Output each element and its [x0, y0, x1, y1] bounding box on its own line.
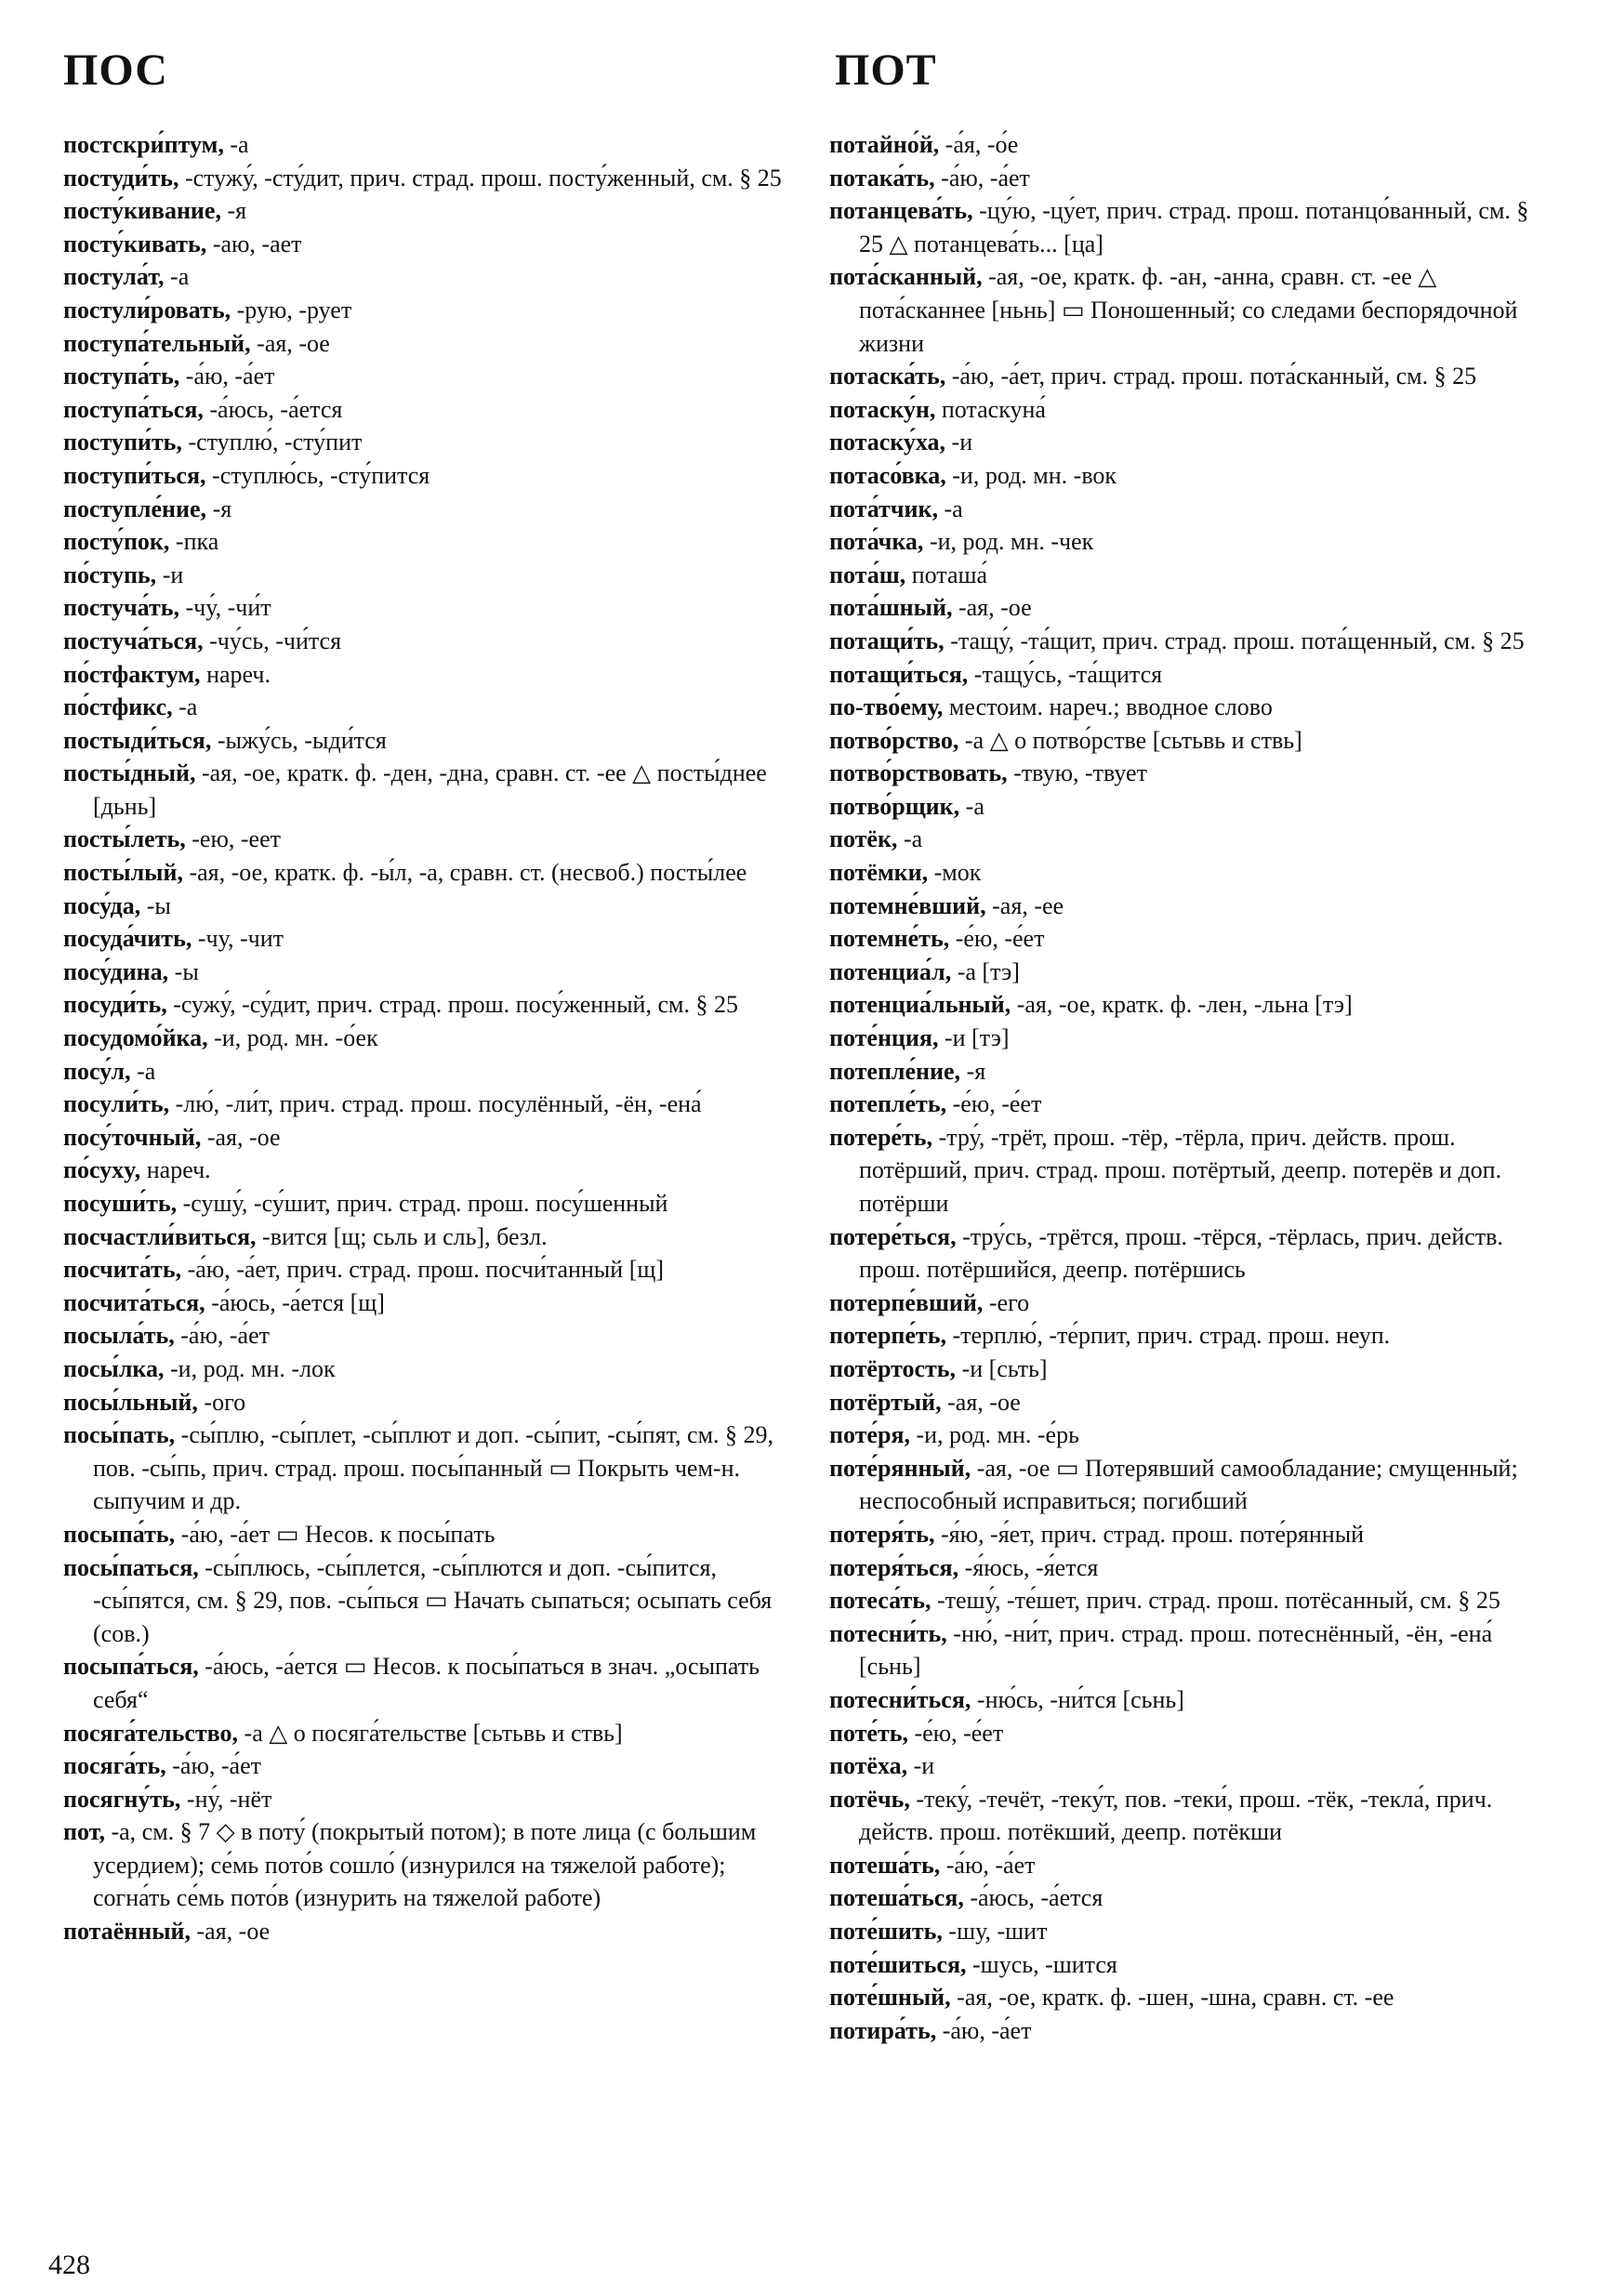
- entry-headword: постуча́ть,: [63, 594, 179, 622]
- entry-headword: потёк,: [829, 825, 898, 853]
- entry-headword: посы́лка,: [63, 1354, 165, 1382]
- dictionary-entry: [829, 128, 1556, 162]
- page-header-left: ПОС: [63, 46, 168, 95]
- dictionary-entry: [829, 1518, 1556, 1551]
- entry-headword: потесни́ть,: [829, 1619, 947, 1647]
- entry-body: -а: [223, 131, 249, 158]
- entry-headword: потащи́ть,: [829, 627, 945, 654]
- dictionary-entry: [63, 988, 790, 1022]
- left-column: [63, 128, 790, 1948]
- entry-body: -а́ю, -а́ет: [179, 363, 275, 390]
- entry-headword: поступи́ться,: [63, 461, 206, 489]
- dictionary-entry: [63, 1055, 790, 1089]
- entry-headword: посы́паться,: [63, 1553, 199, 1581]
- entry-body: -а́юсь, -а́ется [щ]: [205, 1288, 385, 1316]
- entry-body: -ступлю́, -сту́пит: [181, 429, 363, 456]
- entry-body: нареч.: [200, 660, 271, 688]
- entry-headword: постскри́птум,: [63, 131, 224, 158]
- dictionary-entry: [829, 1617, 1556, 1683]
- entry-headword: по́сухy,: [63, 1156, 141, 1184]
- dictionary-entry: [829, 1783, 1556, 1849]
- dictionary-entry: [829, 1849, 1556, 1882]
- dictionary-entry: [63, 691, 790, 724]
- entry-headword: посыпа́ть,: [63, 1520, 176, 1548]
- entry-body: -сы́плюсь, -сы́плется, -сы́плются и доп. -сы́пится, -сы́пятся, см. § 29, пов. -сы́пься ▭ Начать сыпаться; осыпать себя (сов.): [93, 1553, 773, 1647]
- right-column: [829, 128, 1556, 2047]
- entry-headword: потенциа́льный,: [829, 991, 1011, 1019]
- entry-body: -а́ю, -а́ет: [165, 1752, 261, 1780]
- entry-body: -а́ю, -а́ет: [936, 2016, 1032, 2044]
- entry-headword: поступа́ться,: [63, 395, 204, 423]
- dictionary-entry: [829, 1055, 1556, 1089]
- dictionary-entry: [63, 426, 790, 459]
- entry-body: -ая, -ое, кратк. ф. -ан, -анна, сравн. ст. -ее △ пота́сканнее [ньнь] ▭ Поношенный; со следами беспорядочной жизни: [859, 263, 1518, 357]
- entry-body: -шусь, -шится: [966, 1950, 1117, 1978]
- entry-body: -а: [937, 495, 963, 522]
- entry-headword: потасо́вка,: [829, 461, 946, 489]
- entry-body: местоим. нареч.; вводное слово: [943, 693, 1273, 721]
- entry-headword: по́ступь,: [63, 561, 157, 588]
- entry-body: -а́я, -о́е: [939, 131, 1019, 158]
- entry-body: -тру́, -трёт, прош. -тёр, -тёрла, прич. действ. прош. потёрший, прич. страд. прош. потёртый, деепр. потерёв и доп. потёрши: [859, 1123, 1502, 1217]
- entry-headword: посты́лый,: [63, 859, 183, 887]
- entry-body: -ая, -ое: [941, 1388, 1021, 1416]
- entry-headword: потеря́ть,: [829, 1520, 935, 1548]
- entry-headword: посу́да,: [63, 891, 141, 919]
- dictionary-entry: [829, 1881, 1556, 1915]
- entry-body: -тру́сь, -трётся, прош. -тёрся, -тёрлась, прич. действ. прош. потёршийся, деепр. потёршись: [859, 1222, 1503, 1284]
- entry-headword: потайно́й,: [829, 131, 940, 158]
- entry-headword: посули́ть,: [63, 1090, 170, 1118]
- entry-headword: потира́ть,: [829, 2016, 937, 2044]
- entry-headword: потеря́ться,: [829, 1553, 959, 1581]
- dictionary-entry: [829, 162, 1556, 195]
- entry-headword: по-тво́ему,: [829, 693, 944, 721]
- entry-body: -тащу́, -та́щит, прич. страд. прош. пота́щенный, см. § 25: [944, 627, 1525, 654]
- entry-body: -а́юсь, -а́ется: [203, 395, 343, 423]
- entry-headword: потво́рствовать,: [829, 759, 1008, 787]
- dictionary-entry: [829, 1221, 1556, 1287]
- dictionary-entry: [63, 1815, 790, 1915]
- entry-headword: потесни́ться,: [829, 1685, 971, 1713]
- entry-headword: посту́кивать,: [63, 230, 207, 257]
- entry-body: -и [сьть]: [956, 1354, 1048, 1382]
- entry-headword: поте́ть,: [829, 1719, 908, 1747]
- dictionary-entry: [63, 128, 790, 162]
- entry-body: -а: [959, 792, 985, 820]
- entry-body: -ею, -еет: [185, 825, 281, 853]
- entry-body: -а: [172, 693, 198, 721]
- dictionary-entry: [63, 1419, 790, 1518]
- dictionary-entry: [829, 988, 1556, 1022]
- entry-body: -е́ю, -е́ет: [949, 925, 1045, 953]
- dictionary-entry: [63, 294, 790, 327]
- entry-body: -рую, -рует: [231, 296, 352, 323]
- dictionary-entry: [63, 1386, 790, 1419]
- entry-body: -а́ю, -а́ет: [934, 164, 1030, 191]
- entry-body: -и, род. мн. -чек: [923, 528, 1094, 556]
- dictionary-entry: [829, 559, 1556, 592]
- entry-headword: поступа́ть,: [63, 363, 180, 390]
- dictionary-entry: [63, 1253, 790, 1287]
- entry-body: -е́ю, -е́ет: [946, 1090, 1042, 1118]
- entry-body: -лю́, -ли́т, прич. страд. прош. посулённый, -ён, -ена́: [169, 1090, 702, 1118]
- dictionary-entry: [63, 1650, 790, 1716]
- dictionary-entry: [63, 956, 790, 989]
- dictionary-entry: [63, 1353, 790, 1386]
- entry-body: -ая, -ое: [250, 329, 330, 357]
- dictionary-entry: [63, 757, 790, 823]
- dictionary-entry: [63, 1783, 790, 1816]
- dictionary-entry: [829, 525, 1556, 559]
- entry-body: -и, род. мн. -лок: [164, 1354, 336, 1382]
- entry-headword: посыпа́ться,: [63, 1653, 199, 1681]
- entry-headword: посту́кивание,: [63, 197, 221, 225]
- entry-headword: посту́пок,: [63, 528, 170, 556]
- entry-headword: потерпе́вший,: [829, 1288, 984, 1316]
- dictionary-entry: [63, 922, 790, 956]
- entry-body: -чу́сь, -чи́тся: [203, 627, 342, 654]
- entry-headword: потаска́ть,: [829, 363, 946, 390]
- dictionary-entry: [63, 525, 790, 559]
- entry-headword: по́стфикс,: [63, 693, 173, 721]
- entry-body: -пка: [169, 528, 219, 556]
- entry-headword: потащи́ться,: [829, 660, 969, 688]
- entry-headword: потво́рщик,: [829, 792, 960, 820]
- dictionary-entry: [63, 1088, 790, 1121]
- entry-headword: посу́точный,: [63, 1123, 202, 1151]
- entry-headword: постуди́ть,: [63, 164, 179, 191]
- entry-body: -ая, -ое: [191, 1918, 271, 1946]
- dictionary-entry: [829, 856, 1556, 890]
- dictionary-entry: [829, 1452, 1556, 1518]
- dictionary-entry: [63, 1187, 790, 1221]
- dictionary-entry: [63, 1915, 790, 1948]
- entry-headword: потаённый,: [63, 1918, 192, 1946]
- entry-body: -а: [897, 825, 923, 853]
- entry-body: -мок: [928, 859, 982, 887]
- entry-headword: потенциа́л,: [829, 957, 952, 985]
- dictionary-entry: [63, 194, 790, 228]
- entry-headword: постыди́ться,: [63, 726, 212, 754]
- dictionary-entry: [63, 1022, 790, 1055]
- entry-headword: пота́ш,: [829, 561, 906, 588]
- entry-headword: поте́шный,: [829, 1984, 951, 2012]
- entry-body: -а́ю, -а́ет ▭ Несов. к посы́пать: [175, 1520, 496, 1548]
- entry-body: -и: [945, 429, 973, 456]
- entry-headword: посяга́ть,: [63, 1752, 166, 1780]
- entry-body: -и, род. мн. -вок: [945, 461, 1117, 489]
- entry-headword: посы́льный,: [63, 1388, 198, 1416]
- entry-headword: потеса́ть,: [829, 1587, 932, 1615]
- dictionary-entry: [829, 823, 1556, 856]
- dictionary-entry: [829, 1948, 1556, 1982]
- dictionary-entry: [829, 360, 1556, 393]
- entry-headword: посы́пать,: [63, 1421, 176, 1449]
- dictionary-entry: [63, 1749, 790, 1783]
- entry-body: -ы: [168, 957, 199, 985]
- entry-body: -стужу́, -сту́дит, прич. страд. прош. посту́женный, см. § 25: [178, 164, 782, 191]
- entry-body: -ого: [197, 1388, 246, 1416]
- entry-headword: потемне́вший,: [829, 891, 986, 919]
- dictionary-entry: [63, 260, 790, 294]
- entry-body: -вится [щ; сьль и сль], безл.: [256, 1222, 548, 1250]
- dictionary-entry: [829, 591, 1556, 625]
- entry-headword: потёха,: [829, 1752, 908, 1780]
- dictionary-entry: [63, 1551, 790, 1651]
- entry-body: -ая, -ее: [985, 891, 1064, 919]
- entry-headword: потёртость,: [829, 1354, 957, 1382]
- dictionary-entry: [63, 393, 790, 427]
- entry-body: -ню́, -ни́т, прич. страд. прош. потеснённый, -ён, -ена́ [сьнь]: [859, 1619, 1493, 1681]
- entry-body: -ая, -ое ▭ Потерявший самообладание; смущенный; неспособный исправиться; погибший: [859, 1454, 1518, 1515]
- dictionary-entry: [63, 559, 790, 592]
- dictionary-entry: [829, 1319, 1556, 1353]
- dictionary-entry: [829, 393, 1556, 427]
- dictionary-entry: [829, 1683, 1556, 1717]
- entry-headword: потака́ть,: [829, 164, 935, 191]
- entry-headword: посчастли́виться,: [63, 1222, 257, 1250]
- dictionary-entry: [829, 757, 1556, 790]
- entry-headword: посыла́ть,: [63, 1322, 175, 1350]
- entry-headword: потеша́ть,: [829, 1851, 941, 1879]
- entry-body: -а́ю, -а́ет: [940, 1851, 1036, 1879]
- dictionary-entry: [63, 1221, 790, 1254]
- entry-body: -ступлю́сь, -сту́пится: [205, 461, 430, 489]
- entry-body: -а́ю, -а́ет, прич. страд. прош. посчи́танный [щ]: [181, 1256, 665, 1284]
- entry-body: -а, см. § 7 ◇ в поту́ (покрытый потом); в поте лица (с большим усердием); се́мь пото́в сошло́ (изнурился на тяжелой работе); согна́ть се́мь пото́в (изнурить на тяжелой работе): [93, 1818, 757, 1912]
- dictionary-entry: [63, 823, 790, 856]
- entry-body: -я: [220, 197, 247, 225]
- entry-headword: поступле́ние,: [63, 495, 207, 522]
- dictionary-entry: [829, 1717, 1556, 1750]
- dictionary-entry: [63, 591, 790, 625]
- entry-headword: поте́шиться,: [829, 1950, 967, 1978]
- dictionary-entry: [63, 459, 790, 493]
- entry-body: -ну́, -нёт: [180, 1785, 272, 1813]
- entry-headword: потепле́ние,: [829, 1057, 961, 1085]
- entry-body: -и, род. мн. -о́ек: [207, 1024, 378, 1052]
- dictionary-entry: [829, 1551, 1556, 1585]
- entry-body: -я: [206, 495, 232, 522]
- entry-body: -я́юсь, -я́ется: [958, 1553, 1099, 1581]
- dictionary-entry: [829, 1121, 1556, 1221]
- dictionary-entry: [63, 856, 790, 890]
- entry-body: -сы́плю, -сы́плет, -сы́плют и доп. -сы́пит, -сы́пят, см. § 29, пов. -сы́пь, прич. страд. прош. посы́панный ▭ Покрыть чем-н. сыпучим и др.: [93, 1421, 774, 1515]
- entry-body: -а́юсь, -а́ется: [963, 1884, 1103, 1912]
- entry-body: -ню́сь, -ни́тся [сьнь]: [971, 1685, 1184, 1713]
- entry-body: -и [тэ]: [938, 1024, 1010, 1052]
- entry-headword: по́стфактум,: [63, 660, 201, 688]
- entry-headword: потаску́н,: [829, 395, 936, 423]
- entry-headword: потёмки,: [829, 859, 929, 887]
- entry-body: -цу́ю, -цу́ет, прич. страд. прош. потанцо́ванный, см. § 25 △ потанцева́ть... [ца]: [859, 197, 1529, 257]
- dictionary-entry: [829, 260, 1556, 360]
- entry-body: -его: [983, 1288, 1030, 1316]
- dictionary-entry: [63, 724, 790, 758]
- dictionary-entry: [829, 459, 1556, 493]
- entry-body: -я: [960, 1057, 986, 1085]
- entry-body: -а [тэ]: [951, 957, 1020, 985]
- entry-body: -а́юсь, -а́ется ▭ Несов. к посы́паться в знач. „осыпать себя“: [93, 1653, 760, 1713]
- dictionary-entry: [63, 625, 790, 658]
- entry-body: -терплю́, -те́рпит, прич. страд. прош. неуп.: [945, 1322, 1391, 1350]
- entry-body: -а: [164, 263, 190, 291]
- entry-headword: постула́т,: [63, 263, 165, 291]
- entry-headword: пота́шный,: [829, 594, 953, 622]
- page-header-right: ПОТ: [835, 46, 937, 95]
- dictionary-entry: [829, 1749, 1556, 1783]
- entry-headword: потеша́ться,: [829, 1884, 964, 1912]
- entry-headword: пота́сканный,: [829, 263, 983, 291]
- entry-body: -тащу́сь, -та́щится: [968, 660, 1163, 688]
- entry-body: поташа́: [905, 561, 988, 588]
- entry-headword: посчита́ть,: [63, 1256, 182, 1284]
- dictionary-entry: [829, 1088, 1556, 1121]
- dictionary-entry: [63, 360, 790, 393]
- entry-headword: поступи́ть,: [63, 429, 182, 456]
- entry-headword: потаску́ха,: [829, 429, 946, 456]
- entry-headword: потепле́ть,: [829, 1090, 947, 1118]
- dictionary-entry: [829, 2014, 1556, 2048]
- dictionary-entry: [829, 1419, 1556, 1452]
- dictionary-entry: [63, 1287, 790, 1320]
- entry-headword: посты́дный,: [63, 759, 196, 787]
- entry-headword: постули́ровать,: [63, 296, 231, 323]
- entry-body: -а: [130, 1057, 156, 1085]
- dictionary-entry: [63, 493, 790, 526]
- entry-body: -ая, -ое: [201, 1123, 281, 1151]
- entry-headword: поте́шить,: [829, 1918, 943, 1946]
- dictionary-entry: [829, 1353, 1556, 1386]
- entry-headword: посчита́ться,: [63, 1288, 205, 1316]
- entry-headword: пота́чка,: [829, 528, 924, 556]
- dictionary-entry: [63, 658, 790, 692]
- dictionary-entry: [829, 724, 1556, 758]
- entry-body: -а́ю, -а́ет: [174, 1322, 270, 1350]
- entry-body: -а́ю, -а́ет, прич. страд. прош. пота́сканный, см. § 25: [945, 363, 1477, 390]
- entry-body: -я́ю, -я́ет, прич. страд. прош. поте́рянный: [934, 1520, 1365, 1548]
- entry-body: -и: [907, 1752, 935, 1780]
- dictionary-entry: [63, 1154, 790, 1187]
- entry-body: -шу, -шит: [942, 1918, 1048, 1946]
- dictionary-entry: [829, 1981, 1556, 2014]
- entry-body: -ая, -ое, кратк. ф. -шен, -шна, сравн. ст. -ее: [950, 1984, 1394, 2012]
- entry-headword: пот,: [63, 1818, 105, 1846]
- entry-headword: потере́ть,: [829, 1123, 932, 1151]
- dictionary-entry: [829, 790, 1556, 824]
- entry-headword: потёртый,: [829, 1388, 942, 1416]
- dictionary-entry: [829, 493, 1556, 526]
- entry-headword: посты́леть,: [63, 825, 186, 853]
- entry-body: -ыжу́сь, -ыди́тся: [211, 726, 387, 754]
- dictionary-entry: [829, 691, 1556, 724]
- entry-headword: постуча́ться,: [63, 627, 204, 654]
- entry-body: -чу, -чит: [192, 925, 284, 953]
- entry-headword: пота́тчик,: [829, 495, 938, 522]
- dictionary-entry: [63, 228, 790, 261]
- entry-body: -чу́, -чи́т: [178, 594, 271, 622]
- entry-headword: посудомо́йка,: [63, 1024, 208, 1052]
- entry-body: -а △ о посяга́тельстве [сьтьвь и ствь]: [238, 1719, 623, 1747]
- dictionary-entry: [829, 1287, 1556, 1320]
- dictionary-entry: [63, 1717, 790, 1750]
- dictionary-entry: [63, 327, 790, 361]
- dictionary-entry: [63, 162, 790, 195]
- dictionary-entry: [829, 922, 1556, 956]
- entry-body: -ая, -ое: [952, 594, 1032, 622]
- entry-body: -аю, -ает: [206, 230, 302, 257]
- dictionary-entry: [829, 426, 1556, 459]
- page-number: 428: [48, 2250, 90, 2280]
- entry-body: -ая, -ое, кратк. ф. -ы́л, -а, сравн. ст. (несвоб.) посты́лее: [182, 859, 747, 887]
- entry-body: -е́ю, -е́ет: [907, 1719, 1004, 1747]
- dictionary-entry: [829, 890, 1556, 923]
- entry-headword: посягну́ть,: [63, 1785, 181, 1813]
- dictionary-entry: [829, 625, 1556, 658]
- entry-body: -и, род. мн. -е́рь: [909, 1421, 1079, 1449]
- dictionary-entry: [829, 1915, 1556, 1948]
- entry-headword: потерпе́ть,: [829, 1322, 946, 1350]
- entry-headword: потёчь,: [829, 1785, 910, 1813]
- entry-headword: посу́л,: [63, 1057, 131, 1085]
- entry-body: потаскуна́: [935, 395, 1046, 423]
- entry-body: -твую, -твует: [1007, 759, 1147, 787]
- dictionary-entry: [829, 1584, 1556, 1617]
- entry-body: -тешу́, -те́шет, прич. страд. прош. потёсанный, см. § 25: [931, 1587, 1500, 1615]
- dictionary-entry: [829, 194, 1556, 260]
- entry-headword: посяга́тельство,: [63, 1719, 239, 1747]
- dictionary-entry: [63, 890, 790, 923]
- entry-body: -сужу́, -су́дит, прич. страд. прош. посу́женный, см. § 25: [166, 991, 738, 1019]
- entry-headword: посуда́чить,: [63, 925, 192, 953]
- entry-headword: потво́рство,: [829, 726, 959, 754]
- entry-headword: поте́ря,: [829, 1421, 910, 1449]
- entry-body: -ая, -ое, кратк. ф. -ден, -дна, сравн. ст. -ее △ посты́днее [дьнь]: [93, 759, 767, 820]
- entry-headword: поступа́тельный,: [63, 329, 251, 357]
- dictionary-entry: [63, 1518, 790, 1551]
- entry-body: нареч.: [140, 1156, 211, 1184]
- entry-body: -ы: [140, 891, 171, 919]
- dictionary-entry: [829, 658, 1556, 692]
- entry-headword: потере́ться,: [829, 1222, 957, 1250]
- dictionary-entry: [829, 1386, 1556, 1419]
- entry-headword: потанцева́ть,: [829, 197, 973, 225]
- entry-body: -а △ о потво́рстве [сьтьвь и ствь]: [958, 726, 1302, 754]
- entry-headword: посуди́ть,: [63, 991, 167, 1019]
- entry-headword: посу́дина,: [63, 957, 169, 985]
- entry-headword: поте́рянный,: [829, 1454, 971, 1482]
- dictionary-entry: [829, 956, 1556, 989]
- dictionary-entry: [63, 1121, 790, 1155]
- entry-headword: посуши́ть,: [63, 1190, 178, 1217]
- entry-headword: поте́нция,: [829, 1024, 939, 1052]
- dictionary-entry: [829, 1022, 1556, 1055]
- entry-body: -ая, -ое, кратк. ф. -лен, -льна [тэ]: [1011, 991, 1353, 1019]
- entry-body: -сушу́, -су́шит, прич. страд. прош. посу́шенный: [177, 1190, 668, 1217]
- entry-headword: потемне́ть,: [829, 925, 950, 953]
- entry-body: -теку́, -течёт, -теку́т, пов. -теки́, прош. -тёк, -текла́, прич. действ. прош. потёкший, деепр. потёкши: [859, 1785, 1493, 1846]
- entry-body: -и: [156, 561, 184, 588]
- dictionary-entry: [63, 1319, 790, 1353]
